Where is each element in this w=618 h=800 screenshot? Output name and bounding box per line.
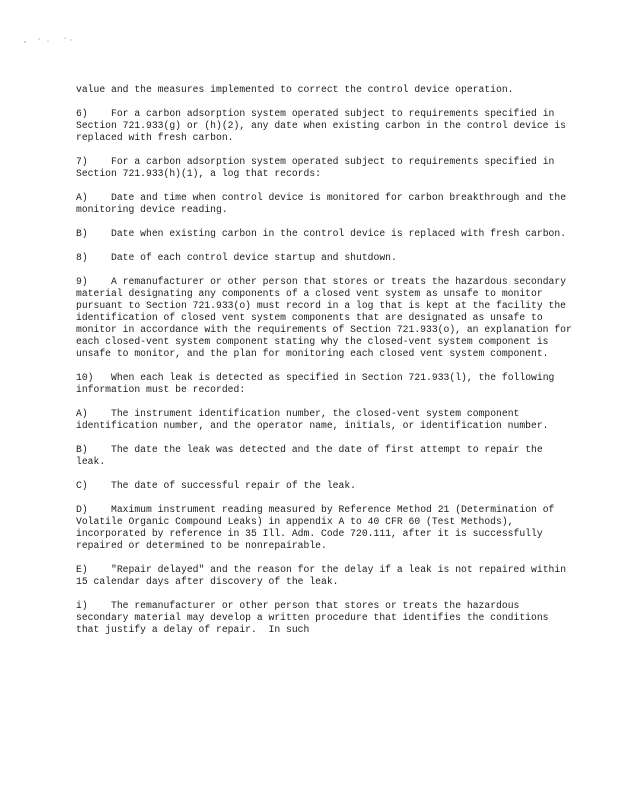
paragraph-7-b	[76, 228, 576, 240]
paragraph-10-b	[76, 444, 576, 468]
paragraph-text: Date of each control device startup and shutdown.	[111, 252, 397, 263]
paragraph-7	[76, 156, 576, 180]
paragraph-10-d	[76, 504, 576, 552]
paragraph-text: Date and time when control device is monitored for carbon breakthrough and the monitoring device reading.	[76, 192, 572, 215]
paragraph-text: Maximum instrument reading measured by Reference Method 21 (Determination of Volatile Organic Compound Leaks) in appendix A to 40 CFR 60 (Test Methods), incorporated by reference in 35 Ill. Adm. Code 720.111, after it is successfully repaired or determined to be nonrepairable.	[76, 504, 561, 551]
paragraph-label: i)	[76, 600, 88, 611]
paragraph-label: B)	[76, 228, 88, 239]
paragraph-text: value and the measures implemented to correct the control device operation.	[76, 84, 514, 95]
paragraph-7-a	[76, 192, 576, 216]
paragraph-9	[76, 276, 576, 360]
paragraph-text: The instrument identification number, the closed-vent system component identification number, and the operator name, initials, or identification number.	[76, 408, 549, 431]
paragraph-10	[76, 372, 576, 396]
paragraph-label: 9)	[76, 276, 88, 287]
paragraph-label: 6)	[76, 108, 88, 119]
paragraph-6	[76, 108, 576, 144]
paragraph-10-e-i	[76, 600, 576, 636]
paragraph-text: When each leak is detected as specified in Section 721.933(l), the following information must be recorded:	[76, 372, 561, 395]
paragraph-text: For a carbon adsorption system operated subject to requirements specified in Section 721.933(g) or (h)(2), any date when existing carbon in the control device is replaced with fresh carbon.	[76, 108, 572, 143]
paragraph-label: B)	[76, 444, 88, 455]
paragraph-text: Date when existing carbon in the control device is replaced with fresh carbon.	[111, 228, 567, 239]
paragraph-10-a	[76, 408, 576, 432]
paragraph-label: A)	[76, 408, 88, 419]
paragraph-text: For a carbon adsorption system operated subject to requirements specified in Section 721.933(h)(1), a log that records:	[76, 156, 561, 179]
paragraph-label: E)	[76, 564, 88, 575]
paragraph-8	[76, 252, 576, 264]
paragraph-label: A)	[76, 192, 88, 203]
paragraph-text: The remanufacturer or other person that stores or treats the hazardous secondary material may develop a written procedure that identifies the conditions that justify a delay of repair. In such	[76, 600, 555, 635]
paragraph-10-c	[76, 480, 576, 492]
scan-artifact-mark	[22, 36, 82, 46]
paragraph-10-e	[76, 564, 576, 588]
paragraph-text: The date the leak was detected and the date of first attempt to repair the leak.	[76, 444, 549, 467]
paragraph-label: D)	[76, 504, 88, 515]
paragraph-label: C)	[76, 480, 88, 491]
paragraph-continuation	[76, 84, 576, 96]
paragraph-label: 8)	[76, 252, 88, 263]
paragraph-label: 7)	[76, 156, 88, 167]
paragraph-text: A remanufacturer or other person that stores or treats the hazardous secondary material designating any components of a closed vent system as unsafe to monitor pursuant to Section 721.933(o) must record in a log that is kept at the facility the identification of closed vent system components that are designated as unsafe to monitor in accordance with the requirements of Section 721.933(o), an explanation for each closed-vent system component stating why the closed-vent system component is unsafe to monitor, and the plan for monitoring each closed vent system component.	[76, 276, 578, 359]
document-body	[76, 84, 576, 648]
paragraph-text: The date of successful repair of the leak.	[111, 480, 357, 491]
paragraph-label: 10)	[76, 372, 94, 383]
paragraph-text: "Repair delayed" and the reason for the delay if a leak is not repaired within 15 calendar days after discovery of the leak.	[76, 564, 572, 587]
